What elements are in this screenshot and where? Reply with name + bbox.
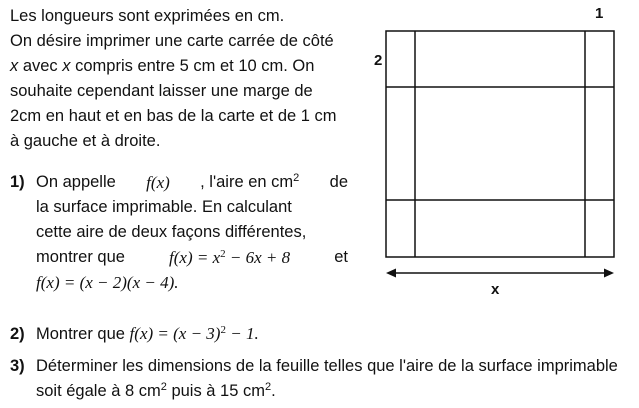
- q1-line-2: la surface imprimable. En calculant: [36, 198, 292, 216]
- question-1-body: [36, 170, 348, 296]
- question-1-number: 1): [10, 173, 25, 191]
- q1-formula-2: f(x) = (x − 2)(x − 4).: [36, 273, 179, 292]
- card-figure: [360, 0, 630, 300]
- problem-statement: [10, 4, 355, 154]
- intro-line-5: 2cm en haut et en bas de la carte et de 1 cm: [10, 107, 337, 125]
- q1-line-1: On appelle f(x) , l'aire en $cm^2$ de: [36, 172, 348, 192]
- q1-formula-1: $f(x) = x^2 - 6x + 8$: [169, 248, 291, 267]
- question-3: [10, 354, 625, 400]
- top-margin-label: 2: [374, 52, 383, 69]
- intro-line-1: Les longueurs sont exprimées en cm.: [10, 7, 285, 25]
- side-margin-label: 1: [595, 5, 604, 22]
- width-arrow-right-head: [604, 269, 614, 278]
- question-3-number: 3): [10, 357, 25, 375]
- intro-line-4: souhaite cependant laisser une marge de: [10, 82, 313, 100]
- intro-line-2: On désire imprimer une carte carrée de côté: [10, 32, 334, 50]
- question-2: 2) Montrer que $f(x) = (x - 3)^2 - 1$.: [10, 321, 259, 347]
- q3-line-2: soit égale à 8 $cm^2$ puis à 15 $cm^2$.: [36, 381, 276, 400]
- intro-line-6: à gauche et à droite.: [10, 132, 161, 150]
- q3-line-1: Déterminer les dimensions de la feuille telles que l'aire de la surface imprimable: [36, 357, 618, 375]
- question-2-number: 2): [10, 325, 25, 343]
- question-1: [10, 170, 348, 292]
- q1-line-4: montrer que $f(x) = x^2 - 6x + 8$ et: [36, 245, 348, 270]
- intro-line-3: x avec x compris entre 5 cm et 10 cm. On: [10, 57, 315, 75]
- q1-line-3: cette aire de deux façons différentes,: [36, 223, 307, 241]
- width-arrow-left-head: [386, 269, 396, 278]
- card-outline: [386, 31, 614, 257]
- q2-formula: $f(x) = (x - 3)^2 - 1$.: [129, 324, 259, 343]
- width-label: x: [491, 281, 500, 298]
- question-3-body: [36, 354, 625, 404]
- card-diagram: [360, 0, 630, 300]
